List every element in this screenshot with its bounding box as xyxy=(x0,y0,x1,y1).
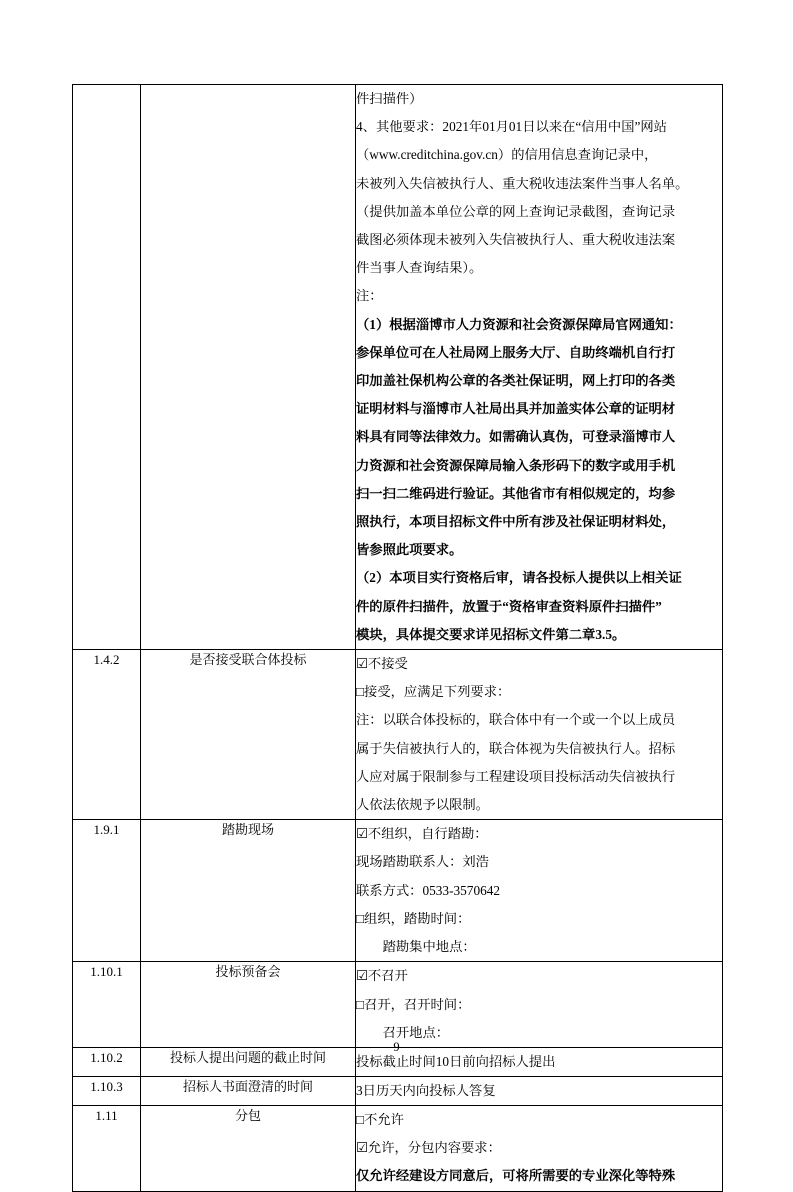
checkbox-option-not-accept[interactable]: ☑不接受 xyxy=(356,656,408,672)
checkbox-option-organize[interactable]: □组织，踏勘时间： xyxy=(356,910,471,926)
row-content-cell xyxy=(356,820,723,962)
row-number-cell: 1.10.1 xyxy=(73,962,141,1048)
meeting-location: 召开地点： xyxy=(356,1024,450,1040)
row-number-cell xyxy=(73,85,141,650)
checkbox-option-no-organize[interactable]: ☑不组织，自行踏勘： xyxy=(356,826,488,842)
checkbox-option-hold[interactable]: □召开，召开时间： xyxy=(356,996,471,1012)
row-content-cell xyxy=(356,962,723,1048)
row-name-cell: 分包 xyxy=(141,1105,356,1191)
checkbox-option-allowed[interactable]: ☑允许，分包内容要求： xyxy=(356,1140,501,1156)
row-name-cell: 是否接受联合体投标 xyxy=(141,650,356,820)
bid-terms-table xyxy=(72,84,723,1192)
row-number-cell: 1.9.1 xyxy=(73,820,141,962)
page-number: 9 xyxy=(393,1040,400,1054)
row-name-cell: 投标人提出问题的截止时间 xyxy=(141,1047,356,1076)
row-number-cell: 1.11 xyxy=(73,1105,141,1191)
site-visit-phone: 联系方式：0533-3570642 xyxy=(356,882,501,898)
row-number-cell: 1.4.2 xyxy=(73,650,141,820)
table-row xyxy=(73,962,723,1048)
checkbox-option-not-hold[interactable]: ☑不召开 xyxy=(356,968,408,984)
row-content-cell: 件扫描件） 4、其他要求：2021年01月01日以来在“信用中国”网站 （www.creditchina.gov.cn）的信用信息查询记录中， 未被列入失信被执行人、重大税收违法案件当事人名单。 （提供加盖本单位公章的网上查询记录截图，查询记录 截图必须体现未被列入失信被执行人、重大税收违法案 件当事人查询结果）。 注： （1）根据淄博市人力资源和社会资源保障局官网通知： 参保单位可在人社局网上服务大厅、自助终端机自行打 印加盖社保机构公章的各类社保证明，网上打印的各类 证明材料与淄博市人社局出具并加盖实体公章的证明材 料具有同等法律效力。如需确认真伪，可登录淄博市人 力资源和社会资源保障局输入条形码下的数字或用手机 扫一扫二维码进行验证。其他省市有相似规定的，均参 照执行，本项目招标文件中所有涉及社保证明材料处， 皆参照此项要求。 （2）本项目实行资格后审，请各投标人提供以上相关证 件的原件扫描件，放置于“资格审查资料原件扫描件” 模块，具体提交要求详见招标文件第二章3.5。 xyxy=(356,85,723,650)
row-content-cell: ☑不接受 □接受，应满足下列要求： 注：以联合体投标的，联合体中有一个或一个以上成员 属于失信被执行人的，联合体视为失信被执行人。招标 人应对属于限制参与工程建设项目投标活动失信被执行 人依法依规予以限制。 xyxy=(356,650,723,820)
table-row xyxy=(73,1076,723,1105)
table-row xyxy=(73,85,723,650)
table-row xyxy=(73,650,723,820)
checkbox-option-not-allowed[interactable]: □不允许 xyxy=(356,1111,404,1127)
row-name-cell: 招标人书面澄清的时间 xyxy=(141,1076,356,1105)
row-name-cell: 投标预备会 xyxy=(141,962,356,1048)
row-content-cell: 3日历天内向投标人答复 xyxy=(356,1076,723,1105)
row-number-cell: 1.10.3 xyxy=(73,1076,141,1105)
site-visit-location: 踏勘集中地点： xyxy=(356,939,476,955)
table-row xyxy=(73,1105,723,1191)
row-name-cell xyxy=(141,85,356,650)
row-number-cell: 1.10.2 xyxy=(73,1047,141,1076)
site-visit-contact: 现场踏勘联系人：刘浩 xyxy=(356,854,489,870)
row-content-cell: □不允许 ☑允许，分包内容要求： 仅允许经建设方同意后，可将所需要的专业深化等特殊 xyxy=(356,1105,723,1191)
row-content-cell: 投标截止时间10日前向招标人提出 xyxy=(356,1047,723,1076)
checkbox-option-accept[interactable]: □接受，应满足下列要求： xyxy=(356,684,511,700)
table-row xyxy=(73,820,723,962)
row-name-cell: 踏勘现场 xyxy=(141,820,356,962)
